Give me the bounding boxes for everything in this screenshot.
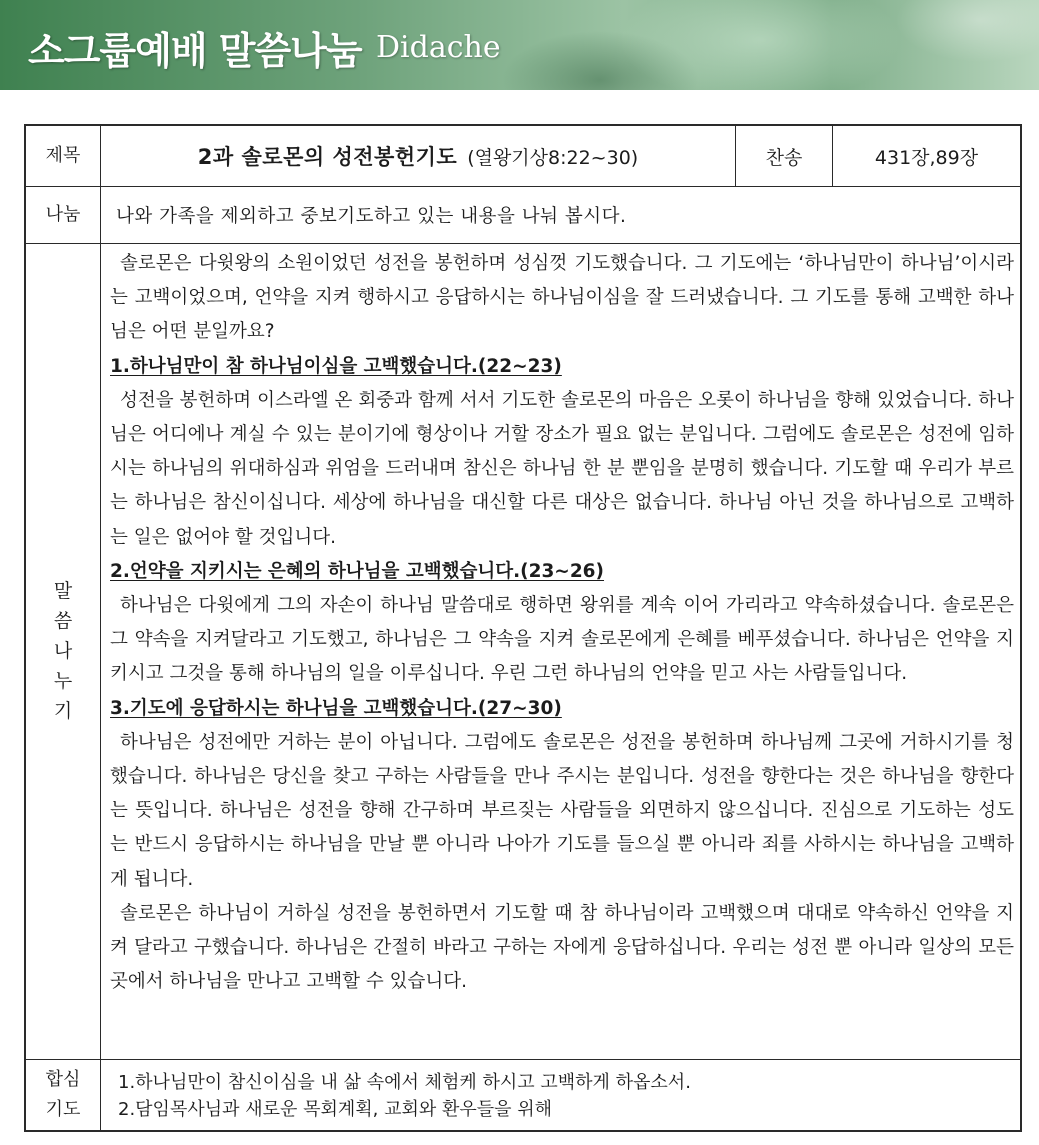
word-label-char: 누 xyxy=(53,670,73,692)
prayer-label-line: 합심 xyxy=(45,1069,81,1090)
word-label-char: 말 xyxy=(53,580,73,602)
prayer-item: 2.담임목사님과 새로운 목회계획, 교회와 환우들을 위해 xyxy=(118,1099,553,1120)
section-paragraph: 성전을 봉헌하며 이스라엘 온 회중과 함께 서서 기도한 솔로몬의 마음은 오롯이 하나님을 향해 있었습니다. 하나님은 어디에나 계실 수 있는 분이기에 형상이나 거할 장소가 필요 없는 분입니다. 그럼에도 솔로몬은 성전에 임하시는 하나님의 위대하심과 위엄을 드러내며 참신은 하나님 한 분 뿐임을 분명히 했습니다. 기도할 때 우리가 부르는 하나님은 참신이십니다. 세상에 하나님을 대신할 다른 대상은 없습니다. 하나님 아닌 것을 하나님으로 고백하는 일은 없어야 할 것입니다. xyxy=(110,389,1014,548)
sermon-body xyxy=(110,247,1014,999)
prayer-list xyxy=(118,1069,691,1123)
section-paragraph: 하나님은 다윗에게 그의 자손이 하나님 말씀대로 행하면 왕위를 계속 이어 가리라고 약속하셨습니다. 솔로몬은 그 약속을 지켜달라고 기도했고, 하나님은 그 약속을 지켜 솔로몬에게 은혜를 베푸셨습니다. 하나님은 언약을 지키시고 그것을 통해 하나님의 일을 이루십니다. 우린 그런 하나님의 언약을 믿고 사는 사람들입니다. xyxy=(110,595,1014,685)
word-sharing-label xyxy=(26,243,101,1059)
word-label-char: 씀 xyxy=(53,610,73,632)
banner-title: 소그룹예배 말씀나눔 xyxy=(28,29,362,73)
section-heading: 2.언약을 지키시는 은혜의 하나님을 고백했습니다.(23~26) xyxy=(110,560,605,582)
title-label: 제목 xyxy=(26,126,101,186)
title-row xyxy=(26,126,1020,187)
hymn-label: 찬송 xyxy=(736,126,833,186)
prayer-label-line: 기도 xyxy=(45,1099,81,1120)
prayer-label xyxy=(26,1059,101,1131)
banner-subtitle: Didache xyxy=(376,30,501,65)
word-sharing-row xyxy=(26,243,1020,1060)
section-heading: 1.하나님만이 참 하나님이심을 고백했습니다.(22~23) xyxy=(110,355,562,377)
scripture-reference: (열왕기상8:22~30) xyxy=(467,146,639,169)
lesson-title: 2과 솔로몬의 성전봉헌기도 xyxy=(197,145,458,169)
section-paragraph: 하나님은 성전에만 거하는 분이 아닙니다. 그럼에도 솔로몬은 성전을 봉헌하며 하나님께 그곳에 거하시기를 청했습니다. 하나님은 당신을 찾고 구하는 사람들을 만나 주시는 분입니다. 성전을 향한다는 것은 하나님을 향한다는 뜻입니다. 하나님은 성전을 향해 간구하며 부르짖는 사람들을 외면하지 않으십니다. 진심으로 기도하는 성도는 반드시 응답하시는 하나님을 만날 뿐 아니라 나아가 기도를 들으실 뿐 아니라 죄를 사하시는 하나님을 고백하게 됩니다. xyxy=(110,731,1014,890)
section-paragraph: 솔로몬은 하나님이 거하실 성전을 봉헌하면서 기도할 때 참 하나님이라 고백했으며 대대로 약속하신 언약을 지켜 달라고 구했습니다. 하나님은 간절히 바라고 구하는 자에게 응답하십니다. 우리는 성전 뿐 아니라 일상의 모든 곳에서 하나님을 만나고 고백할 수 있습니다. xyxy=(110,902,1014,993)
share-label: 나눔 xyxy=(26,186,101,243)
section-heading: 3.기도에 응답하시는 하나님을 고백했습니다.(27~30) xyxy=(110,697,562,719)
share-row xyxy=(26,186,1020,244)
hymn-numbers: 431장,89장 xyxy=(874,146,979,169)
lesson-title-cell xyxy=(101,126,736,186)
worksheet-table xyxy=(24,124,1022,1132)
intro-paragraph: 솔로몬은 다윗왕의 소원이었던 성전을 봉헌하며 성심껏 기도했습니다. 그 기도에는 ‘하나님만이 하나님’이시라는 고백이었으며, 언약을 지켜 행하시고 응답하시는 하나님이심을 잘 드러냈습니다. 그 기도를 통해 고백한 하나님은 어떤 분일까요? xyxy=(110,253,1014,343)
share-question: 나와 가족을 제외하고 중보기도하고 있는 내용을 나눠 봅시다. xyxy=(116,205,627,227)
word-label-char: 나 xyxy=(53,640,73,662)
header-banner xyxy=(0,0,1039,90)
prayer-item: 1.하나님만이 참신이심을 내 삶 속에서 체험케 하시고 고백하게 하옵소서. xyxy=(118,1072,691,1093)
word-label-char: 기 xyxy=(53,700,73,722)
prayer-row xyxy=(26,1059,1020,1131)
